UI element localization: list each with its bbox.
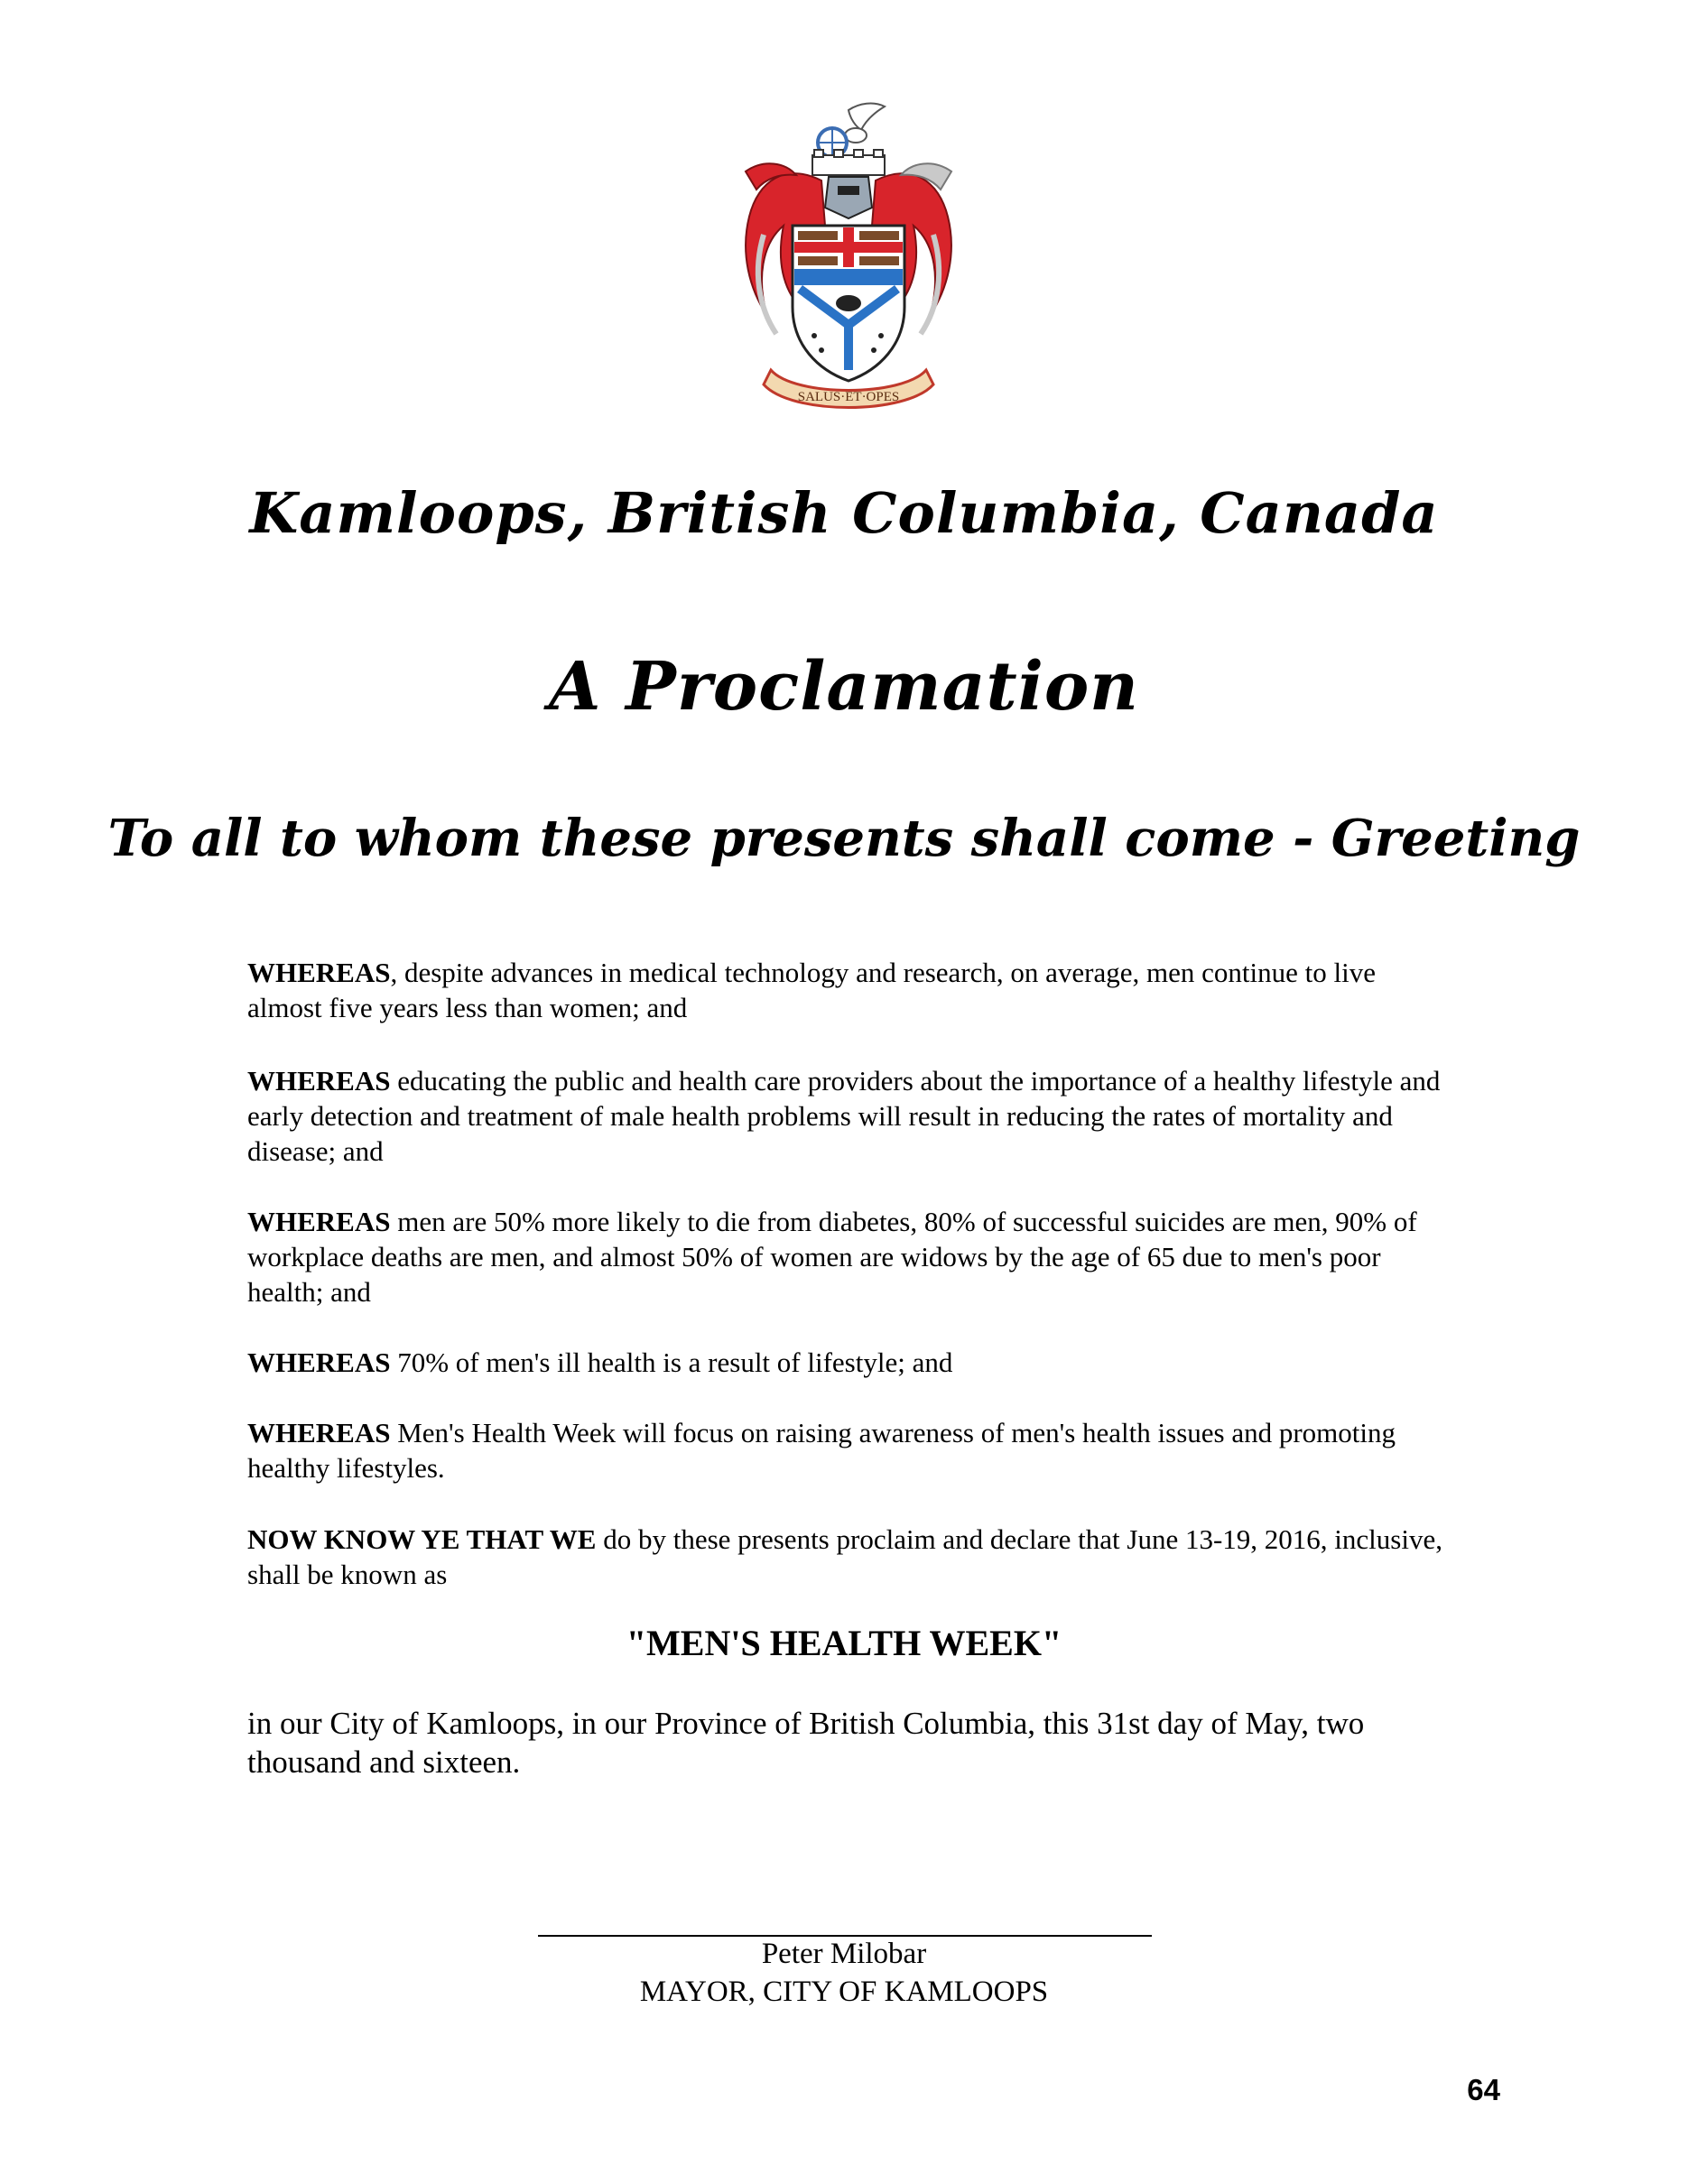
declaration-paragraph <box>247 1522 1448 1592</box>
whereas-text: men are 50% more likely to die from diabetes, 80% of successful suicides are men, 90% of workplace deaths are men, and almost 50% of women are widows by the age of 65 due to men's poor health; and <box>247 1206 1417 1308</box>
signatory-title: MAYOR, CITY OF KAMLOOPS <box>639 1976 1049 2008</box>
crest-motto: SALUS·ET·OPES <box>797 390 900 404</box>
declaration-text: do by these presents proclaim and declare that June 13-19, 2016, inclusive, shall be known as <box>247 1523 1442 1590</box>
whereas-lead: WHEREAS <box>247 1417 391 1448</box>
whereas-text: Men's Health Week will focus on raising awareness of men's health issues and promoting healthy lifestyles. <box>247 1417 1396 1484</box>
whereas-paragraph-3 <box>247 1204 1448 1309</box>
whereas-paragraph-2 <box>247 1063 1448 1169</box>
closing-paragraph: in our City of Kamloops, in our Province of British Columbia, this 31st day of May, two thousand and sixteen. <box>247 1706 1365 1780</box>
greeting-heading: To all to whom these presents shall come - Greeting <box>107 809 1581 868</box>
page-number: 64 <box>1467 2073 1500 2106</box>
whereas-text: 70% of men's ill health is a result of lifestyle; and <box>390 1346 953 1378</box>
whereas-lead: WHEREAS <box>247 1206 391 1237</box>
whereas-lead: WHEREAS <box>247 1065 391 1097</box>
whereas-paragraph-1 <box>247 955 1448 1025</box>
declaration-lead: NOW KNOW YE THAT WE <box>247 1523 597 1555</box>
coat-of-arms-crest <box>713 99 984 424</box>
whereas-text: educating the public and health care providers about the importance of a healthy lifestyle and early detection and treatment of male health problems will result in reducing the rates of mortality and disease; and <box>247 1065 1441 1167</box>
whereas-lead: WHEREAS <box>247 957 391 988</box>
signatory-name: Peter Milobar <box>761 1938 927 1970</box>
whereas-text: , despite advances in medical technology and research, on average, men continue to live almost five years less than women; and <box>247 957 1376 1023</box>
whereas-paragraph-4 <box>247 1345 1448 1380</box>
proclamation-title: A Proclamation <box>549 648 1139 726</box>
declared-week-title: "MEN'S HEALTH WEEK" <box>626 1623 1062 1663</box>
whereas-paragraph-5 <box>247 1415 1448 1485</box>
whereas-lead: WHEREAS <box>247 1346 391 1378</box>
city-heading: Kamloops, British Columbia, Canada <box>249 480 1439 546</box>
